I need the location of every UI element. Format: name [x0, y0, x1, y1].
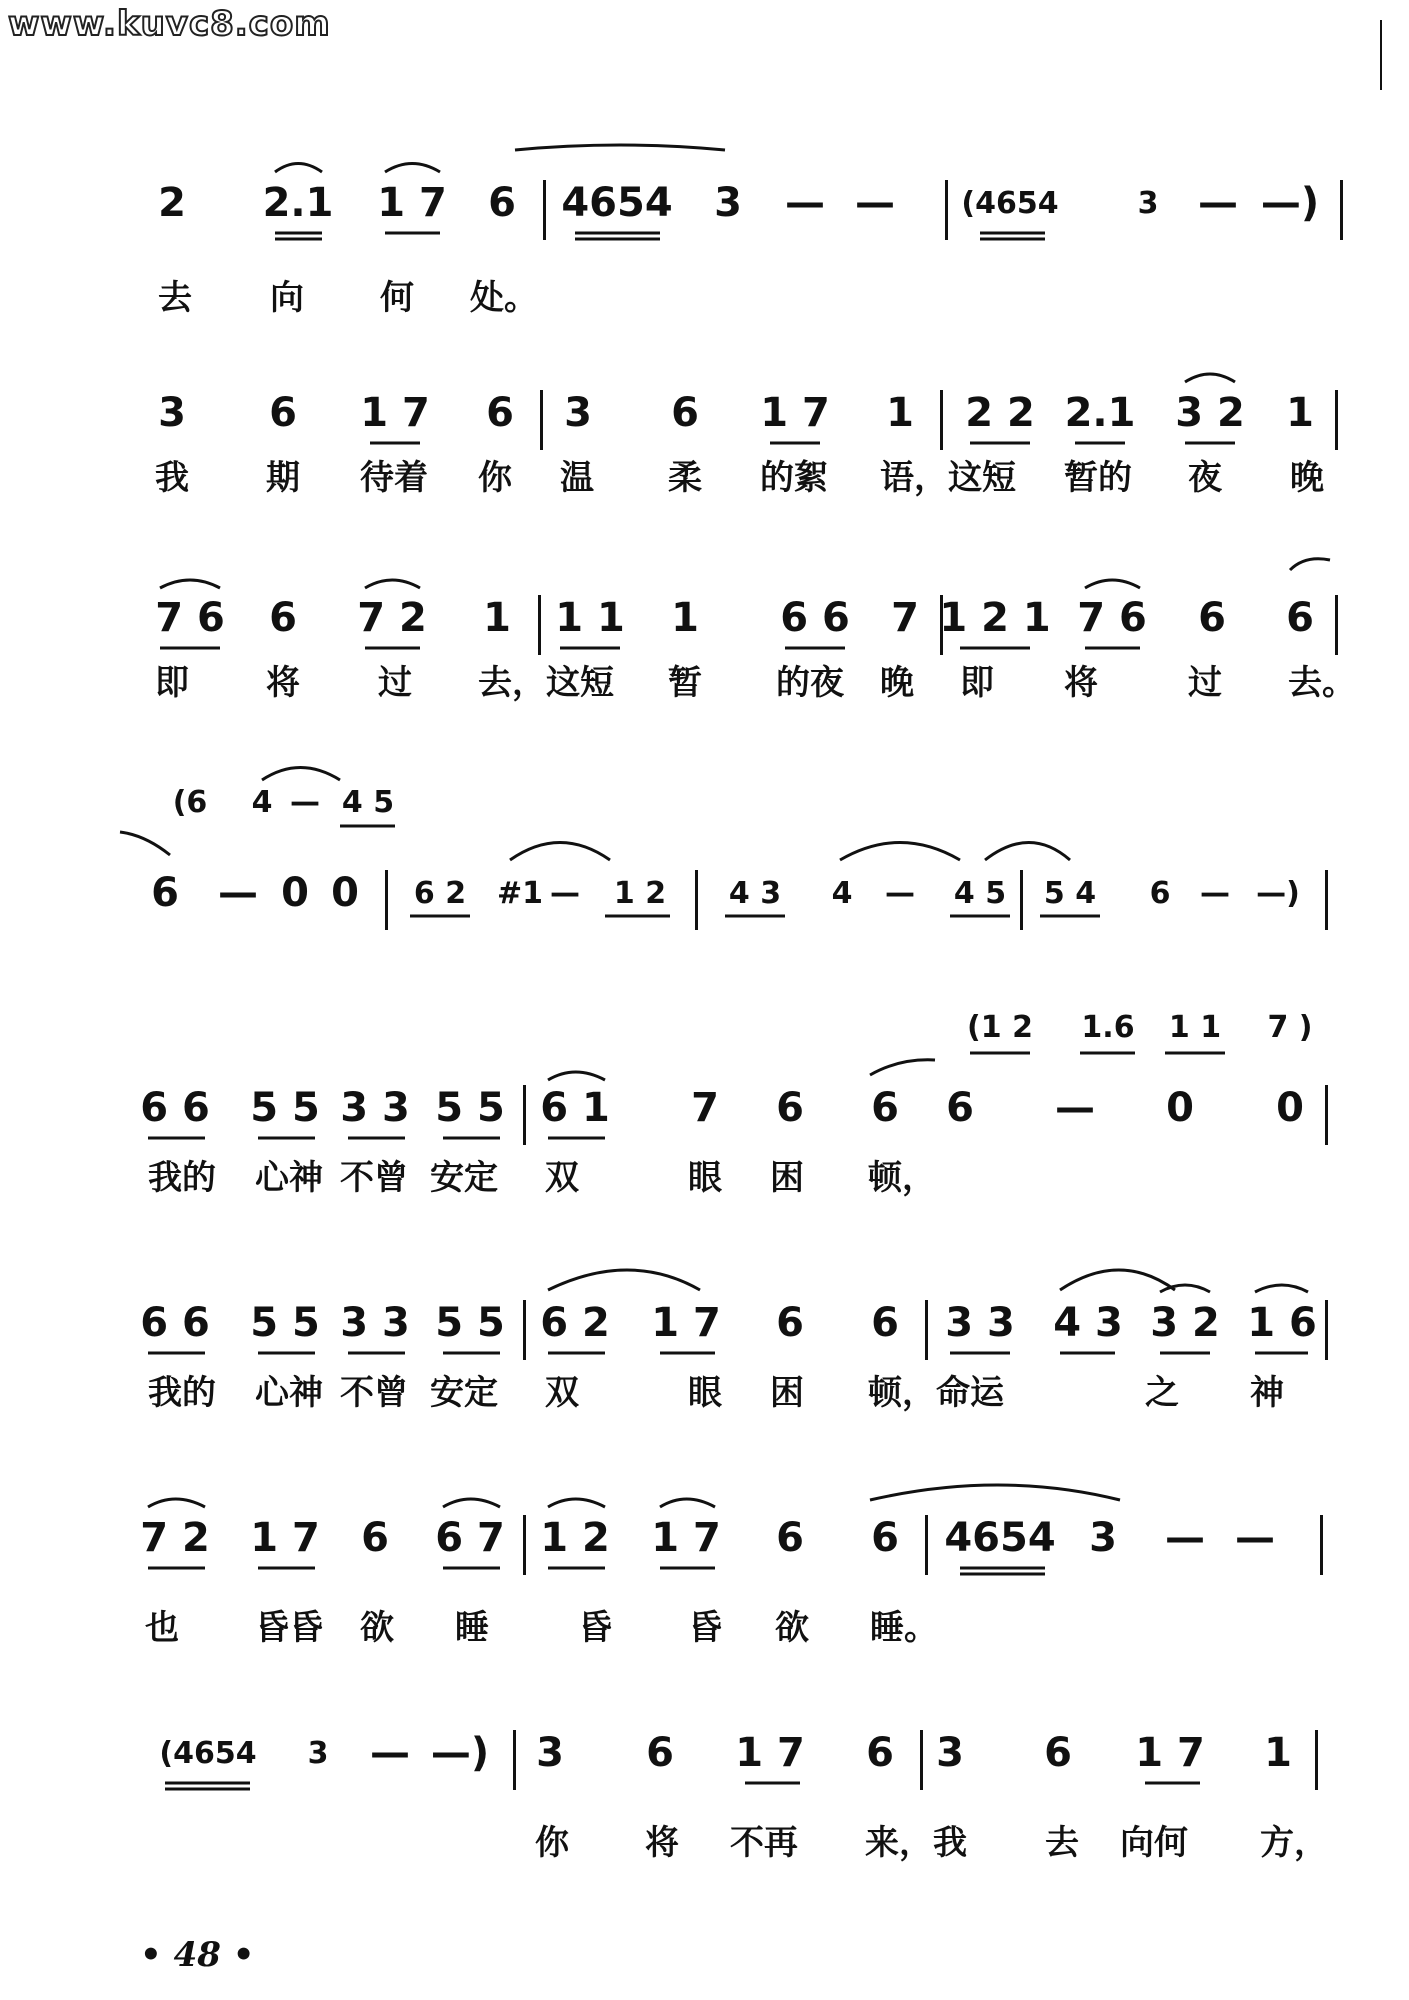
note: 1 7: [1135, 1730, 1205, 1776]
note: 4 5: [953, 876, 1007, 911]
note: 7 ): [1267, 1010, 1313, 1045]
note: 6 2: [540, 1300, 610, 1346]
slur: [510, 843, 610, 861]
lyric: 欲: [360, 1608, 394, 1648]
note: (4654: [961, 186, 1059, 221]
lyric: 睡。: [870, 1608, 938, 1648]
lyric: 也: [145, 1608, 179, 1648]
slur: [548, 1499, 605, 1507]
lyric: 去: [1045, 1823, 1079, 1863]
lyric: 夜: [1188, 458, 1222, 498]
note: 0: [281, 870, 309, 916]
note: 3 3: [340, 1085, 410, 1131]
note: 7 2: [140, 1515, 210, 1561]
note: —: [785, 180, 825, 226]
note: 3: [1089, 1515, 1117, 1561]
lyric: 昏昏: [255, 1608, 323, 1648]
note: 1: [886, 390, 914, 436]
note: 3: [1137, 186, 1159, 221]
note: 1 7: [250, 1515, 320, 1561]
lyric: 即: [155, 663, 189, 703]
note: 6: [776, 1085, 804, 1131]
lyric: 安定: [430, 1373, 498, 1413]
note: (6: [172, 785, 208, 820]
note: 1 7: [377, 180, 447, 226]
note: 6: [776, 1300, 804, 1346]
lyric: 去: [158, 278, 192, 318]
note: 6: [1044, 1730, 1072, 1776]
note: 1 7: [360, 390, 430, 436]
note: 4654: [944, 1515, 1056, 1561]
lyric: 去。: [1288, 663, 1356, 703]
note: 6: [671, 390, 699, 436]
lyric: 过: [378, 663, 412, 703]
note: 1: [671, 595, 699, 641]
lyric: 待着: [360, 458, 428, 498]
lyric: 晚: [880, 663, 914, 703]
lyric: 暂: [668, 663, 702, 703]
slur: [365, 580, 420, 588]
note: 1 7: [651, 1300, 721, 1346]
note: —: [1055, 1085, 1095, 1131]
slur: [262, 768, 340, 781]
note: —: [550, 876, 580, 911]
lyric: 晚: [1290, 458, 1324, 498]
note: 1 2: [540, 1515, 610, 1561]
note: 1 1: [555, 595, 625, 641]
note: 6 7: [435, 1515, 505, 1561]
lyric: 向何: [1120, 1823, 1188, 1863]
lyric: 困: [770, 1373, 804, 1413]
lyric: 昏: [578, 1608, 612, 1648]
note: 7 2: [357, 595, 427, 641]
slur: [385, 164, 440, 173]
lyric: 向: [270, 278, 304, 318]
note: 4: [831, 876, 853, 911]
note: —: [855, 180, 895, 226]
lyric: 神: [1250, 1373, 1284, 1413]
lyric: 心神: [255, 1373, 323, 1413]
lyric: 心神: [255, 1158, 323, 1198]
watermark: www.kuvc8.com: [8, 4, 331, 44]
note: 6: [946, 1085, 974, 1131]
note: 5 5: [435, 1300, 505, 1346]
lyric: 将: [266, 663, 300, 703]
lyric: 处。: [470, 278, 538, 318]
note: 6: [866, 1730, 894, 1776]
note: 3: [564, 390, 592, 436]
lyric: 睡: [455, 1608, 489, 1648]
note: 6: [646, 1730, 674, 1776]
note: 5 5: [435, 1085, 505, 1131]
note: 6: [269, 390, 297, 436]
note: 1 7: [735, 1730, 805, 1776]
slur: [275, 164, 322, 173]
note: (4654: [159, 1736, 257, 1771]
lyric: 温: [560, 458, 594, 498]
lyric: 的絮: [760, 458, 828, 498]
lyric: 将: [1064, 663, 1098, 703]
slur: [660, 1499, 715, 1507]
note: 7: [891, 595, 919, 641]
lyric: 来，我: [865, 1823, 967, 1863]
lyric: 柔: [668, 458, 702, 498]
lyric: 顿，: [868, 1158, 936, 1198]
note: —: [885, 876, 915, 911]
note: 6: [776, 1515, 804, 1561]
note: —: [290, 785, 320, 820]
note: 0: [331, 870, 359, 916]
lyric: 困: [770, 1158, 804, 1198]
note: —: [1198, 180, 1238, 226]
lyric: 方，: [1260, 1823, 1328, 1863]
lyric: 过: [1188, 663, 1222, 703]
lyric: 期: [266, 458, 300, 498]
note: 4 3: [728, 876, 782, 911]
lyric: 欲: [775, 1608, 809, 1648]
lyric: 暂的: [1064, 458, 1132, 498]
note: 4 5: [341, 785, 395, 820]
note: 4 3: [1053, 1300, 1123, 1346]
slur: [160, 580, 220, 588]
note: 2.1: [262, 180, 334, 226]
note: 1 2 1: [939, 595, 1051, 641]
note: —): [430, 1730, 490, 1776]
note: 6: [1286, 595, 1314, 641]
slur: [1255, 1285, 1308, 1292]
note: 7: [691, 1085, 719, 1131]
page-number: • 48 •: [140, 1935, 255, 1975]
note: 3 2: [1175, 390, 1245, 436]
lyric: 去，这短: [478, 663, 614, 703]
lyric: 的夜: [776, 663, 844, 703]
lyric: 何: [380, 278, 414, 318]
slur: [548, 1072, 605, 1080]
slur: [548, 1270, 700, 1290]
lyric: 即: [960, 663, 994, 703]
lyric: 我: [155, 458, 189, 498]
note: 1 6: [1247, 1300, 1317, 1346]
note: —): [1260, 180, 1320, 226]
note: 3 2: [1150, 1300, 1220, 1346]
slur: [870, 1060, 935, 1075]
lyric: 顿，命运: [868, 1373, 1004, 1413]
slur: [443, 1499, 500, 1507]
note: 5 5: [250, 1085, 320, 1131]
note: —): [1256, 876, 1300, 911]
note: 0: [1276, 1085, 1304, 1131]
note: 3 3: [945, 1300, 1015, 1346]
note: 5 5: [250, 1300, 320, 1346]
note: —: [1165, 1515, 1205, 1561]
note: 1.6: [1081, 1010, 1135, 1045]
slur: [120, 832, 170, 855]
note: 3 3: [340, 1300, 410, 1346]
note: 3: [936, 1730, 964, 1776]
note: 4: [251, 785, 273, 820]
note: —: [218, 870, 258, 916]
note: 6: [488, 180, 516, 226]
note: 6 2: [413, 876, 467, 911]
note: 0: [1166, 1085, 1194, 1131]
lyric: 昏: [688, 1608, 722, 1648]
note: 6 6: [140, 1085, 210, 1131]
note: 2: [158, 180, 186, 226]
note: —: [370, 1730, 410, 1776]
note: —: [1200, 876, 1230, 911]
slur: [148, 1499, 205, 1507]
lyric: 语，这短: [880, 458, 1016, 498]
note: 6 6: [780, 595, 850, 641]
lyric: 眼: [688, 1373, 722, 1413]
note: 6: [486, 390, 514, 436]
note: —: [1235, 1515, 1275, 1561]
slur: [870, 1485, 1120, 1500]
note: 3: [307, 1736, 329, 1771]
lyric: 双: [545, 1158, 579, 1198]
note: 6: [871, 1515, 899, 1561]
slur: [1060, 1270, 1175, 1290]
note: 7 6: [1077, 595, 1147, 641]
slur: [1185, 374, 1235, 382]
lyric: 眼: [688, 1158, 722, 1198]
lyric: 不曾: [340, 1373, 408, 1413]
slur: [1290, 559, 1330, 570]
note: 6: [269, 595, 297, 641]
lyric: 安定: [430, 1158, 498, 1198]
note: 6: [151, 870, 179, 916]
note: (1 2: [967, 1010, 1033, 1045]
lyric: 你: [535, 1823, 569, 1863]
note: 1: [483, 595, 511, 641]
slur: [1085, 580, 1140, 588]
note: 3: [536, 1730, 564, 1776]
note: 6 1: [540, 1085, 610, 1131]
note: 1 2: [613, 876, 667, 911]
note: 6 6: [140, 1300, 210, 1346]
lyric: 我的: [148, 1158, 216, 1198]
lyric: 双: [545, 1373, 579, 1413]
lyric: 我的: [148, 1373, 216, 1413]
lyric: 你: [478, 458, 512, 498]
note: 3: [158, 390, 186, 436]
note: 6: [871, 1085, 899, 1131]
note: #1: [496, 876, 544, 911]
note: 1 7: [760, 390, 830, 436]
lyric: 不再: [730, 1823, 798, 1863]
note: 4654: [561, 180, 673, 226]
slur: [840, 843, 960, 861]
note: 6: [1149, 876, 1171, 911]
note: 6: [1198, 595, 1226, 641]
note: 2 2: [965, 390, 1035, 436]
lyric: 不曾: [340, 1158, 408, 1198]
note: 5 4: [1043, 876, 1097, 911]
note: 1 1: [1168, 1010, 1222, 1045]
note: 6: [361, 1515, 389, 1561]
lyric: 之: [1145, 1373, 1179, 1413]
note: 6: [871, 1300, 899, 1346]
note: 1 7: [651, 1515, 721, 1561]
slur: [985, 843, 1070, 861]
note: 7 6: [155, 595, 225, 641]
lyric: 将: [645, 1823, 679, 1863]
note: 1: [1264, 1730, 1292, 1776]
note: 3: [714, 180, 742, 226]
note: 1: [1286, 390, 1314, 436]
note: 2.1: [1064, 390, 1136, 436]
slur: [515, 145, 725, 150]
